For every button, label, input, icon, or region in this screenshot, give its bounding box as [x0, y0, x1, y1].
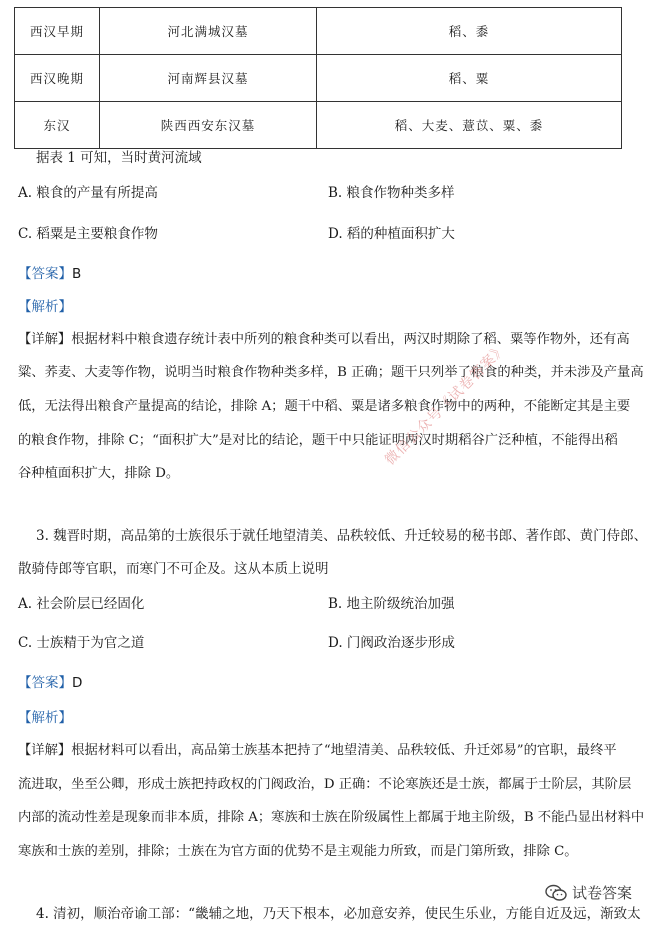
q2-answer-tag: 【答案】 [18, 266, 72, 282]
crops-cell: 稻、黍 [317, 8, 622, 55]
q3-detail-line-3: 内部的流动性差是现象而非本质，排除 A；寒族和士族在阶级属性上都属于地主阶级，B 不能凸显出材料中 [18, 810, 645, 825]
crops-cell: 稻、粟 [317, 55, 622, 102]
q4-stem-line-1: 4. 清初，顺治帝谕工部：“畿辅之地，乃天下根本，必加意安养，使民生乐业，方能自近及远，渐致太 [36, 906, 641, 922]
wechat-badge [541, 882, 636, 903]
q2-detail-line-3: 低，无法得出粮食产量提高的结论，排除 A；题干中稻、粟是诸多粮食作物中的两种，不能断定其是主要 [18, 399, 631, 414]
site-cell: 河南辉县汉墓 [100, 55, 317, 102]
period-cell: 西汉晚期 [15, 55, 100, 102]
q3-answer-line [18, 673, 82, 693]
period-cell: 东汉 [15, 102, 100, 149]
q2-option-d: D. 稻的种植面积扩大 [328, 226, 455, 242]
q3-stem-line-2: 散骑侍郎等官职，而寒门不可企及。这从本质上说明 [18, 561, 329, 577]
q3-detail-line-2: 流进取，坐至公卿，形成士族把持政权的门阀政治，D 正确：不论寒族还是士族，都属于士阶层，其阶层 [18, 777, 632, 792]
q2-detail-line-4: 的粮食作物，排除 C；“面积扩大”是对比的结论，题干中只能证明两汉时期稻谷广泛种植，不能得出稻 [18, 433, 618, 448]
q2-option-c: C. 稻粟是主要粮食作物 [18, 226, 158, 242]
q2-option-b: B. 粮食作物种类多样 [328, 185, 455, 201]
q3-detail [18, 741, 645, 875]
q3-answer-value: D [72, 675, 83, 691]
wechat-icon [545, 884, 567, 902]
table-row [15, 55, 622, 102]
q2-stem: 据表 1 可知，当时黄河流域 [36, 150, 202, 166]
q3-option-d: D. 门阀政治逐步形成 [328, 635, 455, 651]
q3-answer-tag: 【答案】 [18, 675, 72, 691]
q2-answer-value: B [72, 266, 82, 282]
q2-detail-line-2: 粱、荞麦、大麦等作物，说明当时粮食作物种类多样，B 正确；题干只列举了粮食的种类，并未涉及产量高 [18, 365, 644, 380]
q3-option-b: B. 地主阶级统治加强 [328, 596, 455, 612]
q2-detail-line-5: 谷种植面积扩大，排除 D。 [18, 466, 180, 481]
table-row [15, 8, 622, 55]
q2-detail-tag: 【详解】 [18, 332, 72, 347]
table-row [15, 102, 622, 149]
crops-cell: 稻、大麦、薏苡、粟、黍 [317, 102, 622, 149]
site-cell: 河北满城汉墓 [100, 8, 317, 55]
grain-remains-table [14, 7, 622, 149]
watermark: 微信公众号《试卷答案》 [382, 340, 511, 469]
q3-detail-line-4: 寒族和士族的差别，排除；士族在为官方面的优势不是主观能力所致，而是门第所致，排除 C。 [18, 844, 578, 859]
period-cell: 西汉早期 [15, 8, 100, 55]
q2-answer-line [18, 264, 81, 284]
q3-analysis-tag: 【解析】 [18, 710, 72, 726]
q2-detail [18, 330, 644, 497]
q3-stem-line-1: 3. 魏晋时期，高品第的士族很乐于就任地望清美、品秩较低、升迁较易的秘书郎、著作郎、黄门侍郎、 [36, 528, 648, 544]
q2-option-a: A. 粮食的产量有所提高 [18, 185, 158, 201]
q2-analysis-tag: 【解析】 [18, 299, 72, 315]
q3-detail-line-1: 根据材料可以看出，高品第士族基本把持了“地望清美、品秩较低、升迁郊易”的官职，最终平 [71, 743, 617, 758]
q3-option-a: A. 社会阶层已经固化 [18, 596, 145, 612]
q3-detail-tag: 【详解】 [18, 743, 72, 758]
q2-detail-line-1: 根据材料中粮食遗存统计表中所列的粮食种类可以看出，两汉时期除了稻、粟等作物外，还有高 [71, 332, 630, 347]
q3-option-c: C. 士族精于为官之道 [18, 635, 145, 651]
wechat-label: 试卷答案 [571, 884, 632, 902]
site-cell: 陕西西安东汉墓 [100, 102, 317, 149]
